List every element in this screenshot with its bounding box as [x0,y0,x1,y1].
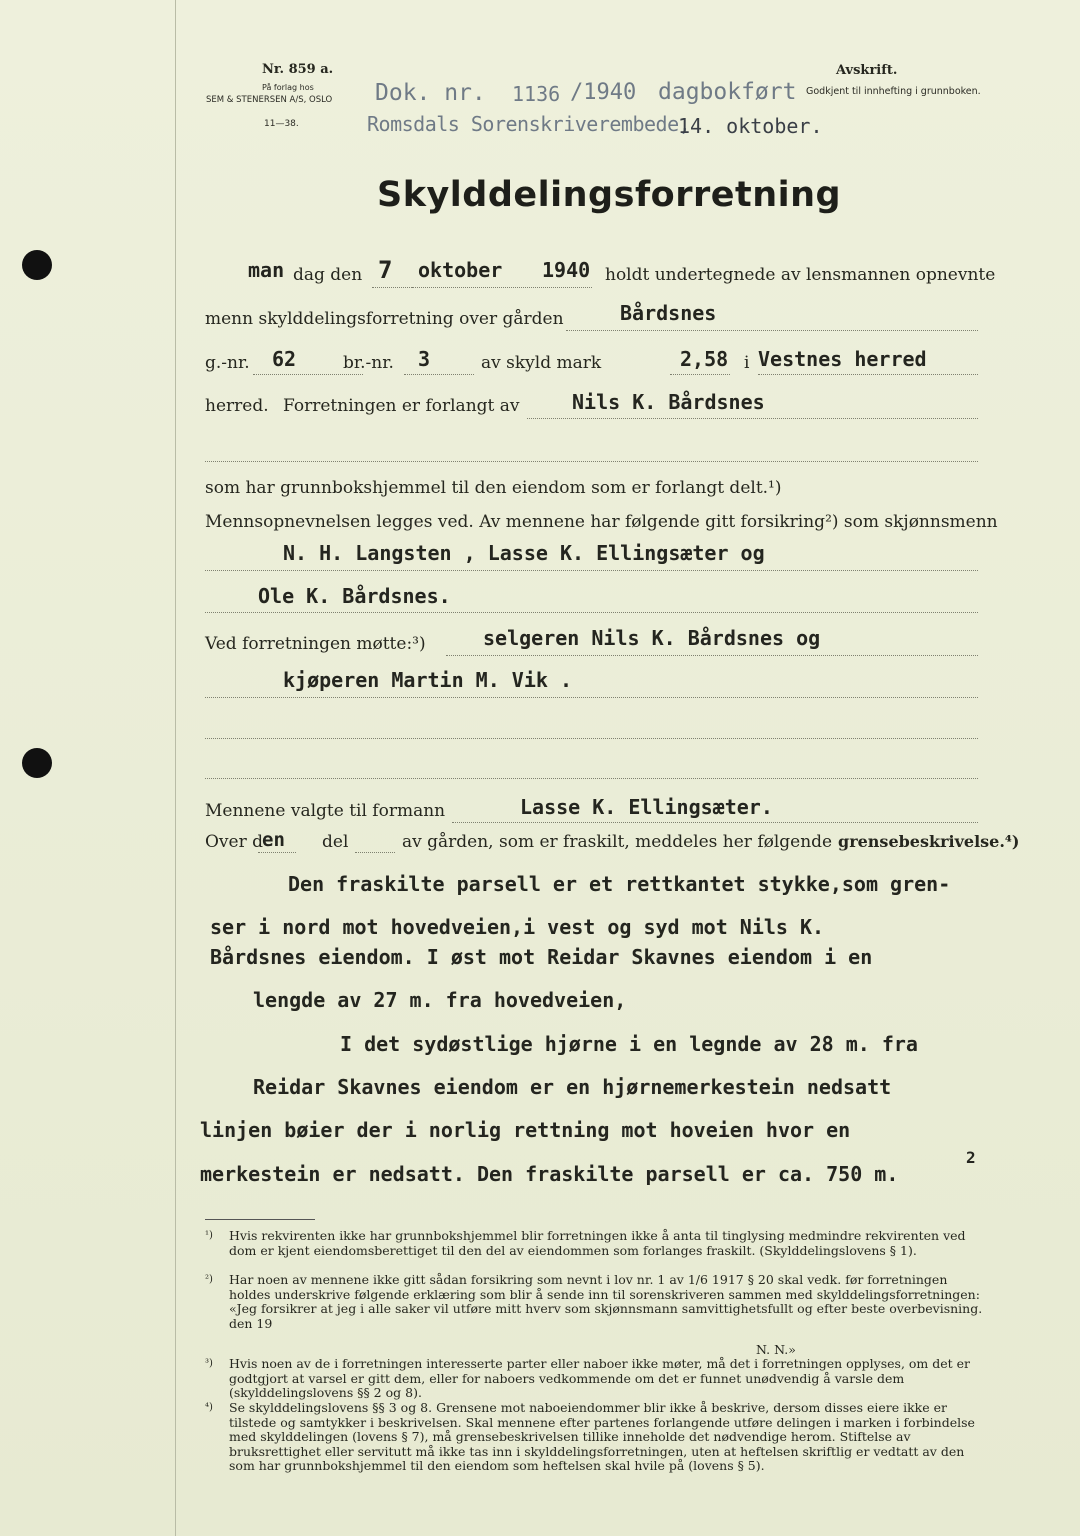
formann-name: Lasse K. Ellingsæter. [520,795,773,819]
description-line: ser i nord mot hovedveien,i vest og syd mot Nils K. [210,915,825,939]
day-label: dag den [293,265,363,285]
punch-hole-bottom [22,748,52,778]
over-handwritten: en [262,829,285,851]
requested-label: Forretningen er forlangt av [283,396,520,416]
stamp-office: Romsdals Sorenskriverembede, [367,112,691,136]
garden-text: av gården, som er fraskilt, meddeles her følgende [402,832,833,852]
page-title: Skylddelingsforretning [377,175,842,215]
motte-line2: kjøperen Martin M. Vik . [283,668,572,692]
footnote-text: Hvis rekvirenten ikke har grunnbokshjemmel blir forretningen ikke å anta til tinglysing medmindre rekvirenten ved dom er kjent eiendomsberettiget til den del av eiendommen som forlanges fraskilt. (Skylddelingslovens § 1). [229,1228,966,1258]
date-day: 7 [378,256,393,284]
herred-label: herred. [205,396,269,416]
bnr-label: br.-nr. [343,353,394,373]
footnote-marker: ²) [205,1274,213,1285]
stamp-date: 14. oktober. [678,114,823,138]
skjonnsmenn-line2: Ole K. Bårdsnes. [258,584,451,608]
footnote-text: Se skylddelingslovens §§ 3 og 8. Grensene mot naboeiendommer blir ikke å beskrive, dersom disses eiere ikke er tilstede og samtykker i beskrivelsen. Skal mennene efter partenes forlangende utføre delingen i marken i forbindelse med skylddelingen (lovens § 7), må grensebeskrivelsen tillike inneholde det nødvendige herom. Stiftelse av bruksrettighet eller servitutt må ikke tas inn i skylddelingsforretningen, uten at heftelsen skriftlig er vedtatt av den som har grunnbokshjemmel til den eiendom som heftelsen skal hvile på (lovens § 5). [229,1400,975,1474]
menn-text: Mennsopnevnelsen legges ved. Av mennene har følgende gitt forsikring²) som skjønnsmenn [205,512,998,532]
motte-label: Ved forretningen møtte:³) [205,634,426,654]
date-year: 1940 [542,258,591,282]
approval-text: Godkjent til innhefting i grunnboken. [806,86,981,97]
herred-name: Vestnes herred [758,347,927,371]
requested-by: Nils K. Bårdsnes [572,390,765,414]
printer-line1: På forlag hos [262,83,314,92]
footnote-marker: ¹) [205,1230,213,1241]
skyld-value: 2,58 [680,347,729,371]
description-superscript: 2 [966,1148,976,1167]
footnote-marker: ⁴) [205,1402,213,1413]
del-label: del [322,832,349,852]
printer-line2: SEM & STENERSEN A/S, OSLO [206,95,333,105]
description-line: lengde av 27 m. fra hovedveien, [253,988,627,1012]
grense-label: grensebeskrivelse.⁴) [838,832,1020,851]
description-line: Bårdsnes eiendom. I øst mot Reidar Skavnes eiendom i en [210,945,873,969]
date-month: oktober [418,258,503,282]
grunnbok-text: som har grunnbokshjemmel til den eiendom som er forlangt delt.¹) [205,478,782,498]
description-line: Den fraskilte parsell er et rettkantet stykke,som gren- [288,872,951,896]
footnote-text: Har noen av mennene ikke gitt sådan forsikring som nevnt i lov nr. 1 av 1/6 1917 § 20 skal vedk. før forretningen holdes underskrive følgende erklæring som blir å sende inn til sorenskriveren sammen med skylddelingsforretningen: «Jeg forsikrer at jeg i alle saker vil utføre mitt hverv som skjønnsmann samvittighetsfullt og efter beste overbevisning. den 19 [229,1272,983,1331]
margin-line [175,0,176,1536]
i-label: i [744,353,750,373]
stamp-doc-label: Dok. nr. [375,80,486,106]
motte-line1: selgeren Nils K. Bårdsnes og [483,626,821,650]
description-line: merkestein er nedsatt. Den fraskilte parsell er ca. 750 m. [200,1162,899,1186]
gnr-label: g.-nr. [205,353,250,373]
form-number: Nr. 859 a. [262,62,334,77]
stamp-dagbok: dagbokført [658,79,797,105]
avskrift-label: Avskrift. [836,63,898,78]
footnote-2-signature: N. N.» [756,1342,796,1357]
footnote-marker: ³) [205,1358,213,1369]
over-label: Over d [205,832,264,852]
footnote-text: Hvis noen av de i forretningen interesserte parter eller naboer ikke møter, må det i forretningen opplyses, om det er godtgjort at varsel er gitt dem, eller for naboers vedkommende om det er funnet unødvendig å varsle dem (skylddelingslovens §§ 2 og 8). [229,1356,971,1401]
gnr-value: 62 [272,347,297,371]
footnote-rule [205,1219,315,1220]
print-date: 11—38. [264,119,299,129]
stamp-year: /1940 [570,80,637,105]
punch-hole-top [22,250,52,280]
day-prefix: man [248,258,285,282]
stamp-doc-number: 1136 [512,82,561,106]
skjonnsmenn-line1: N. H. Langsten , Lasse K. Ellingsæter og [283,541,765,565]
description-line: Reidar Skavnes eiendom er en hjørnemerkestein nedsatt [253,1075,892,1099]
bnr-value: 3 [418,347,431,371]
held-text: holdt undertegnede av lensmannen opnevnte [605,265,996,285]
line2-text: menn skylddelingsforretning over gården [205,309,564,329]
skyld-label: av skyld mark [481,353,602,373]
description-line: linjen bøier der i norlig rettning mot hoveien hvor en [200,1118,851,1142]
description-line: I det sydøstlige hjørne i en legnde av 28 m. fra [340,1032,918,1056]
farm-name: Bårdsnes [620,301,717,325]
formann-label: Mennene valgte til formann [205,801,446,821]
